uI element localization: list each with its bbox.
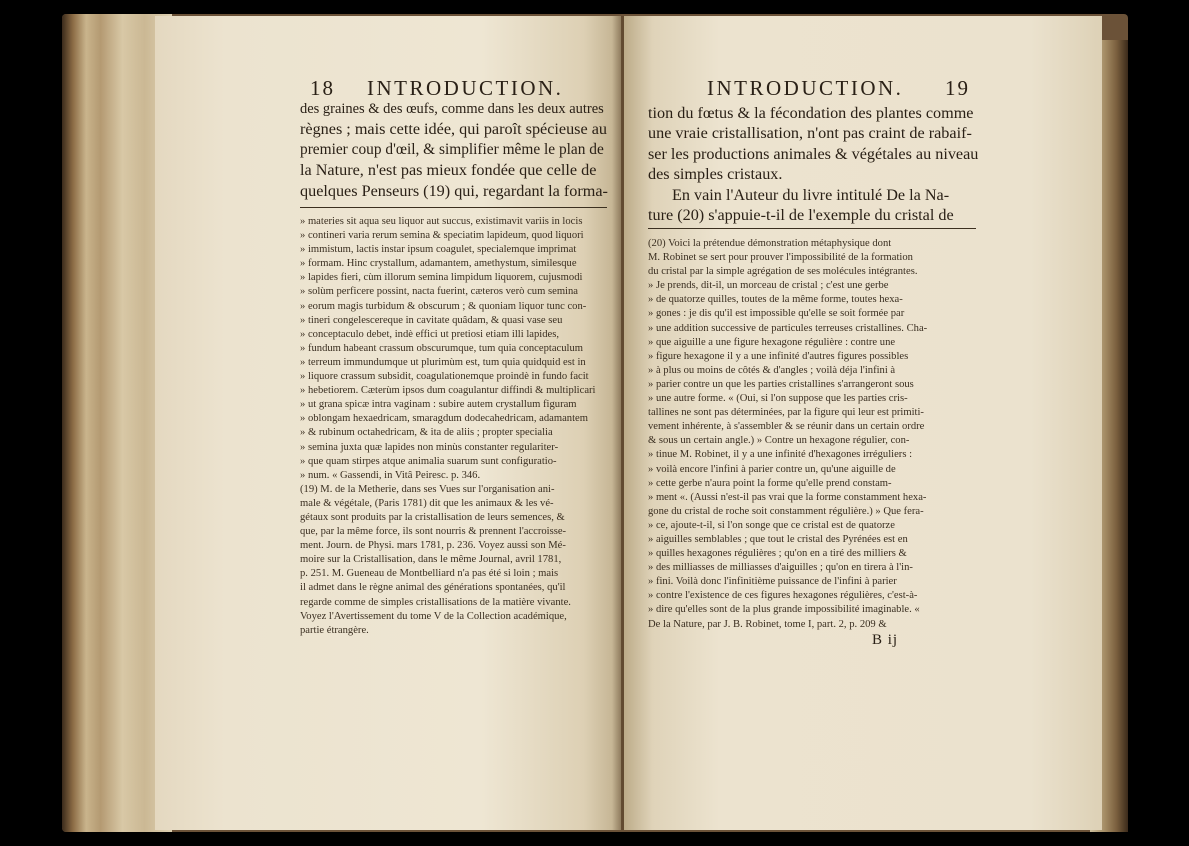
body-line: des graines & des œufs, comme dans les deux autres xyxy=(300,101,604,117)
footnote-line: » contre l'existence de ces figures hexagones régulières, c'est-à- xyxy=(648,590,918,602)
footnote-rule xyxy=(300,207,607,208)
footnote-line: » à plus ou moins de côtés & d'angles ; voilà déja l'infini à xyxy=(648,364,896,376)
left-footnotes xyxy=(300,215,610,638)
body-line: ture (20) s'appuie-t-il de l'exemple du cristal de xyxy=(648,205,954,224)
footnote-line: » terreum immundumque ut plurimùm est, tum quia quidquid est in xyxy=(300,356,586,368)
footnote-line: » immistum, lactis instar ipsum coagulet, specialemque imprimat xyxy=(300,244,577,256)
body-line: la Nature, n'est pas mieux fondée que celle de xyxy=(300,161,597,180)
footnote-line: » lapides fieri, cùm illorum semina limpidum liquorem, cujusmodi xyxy=(300,272,583,284)
right-body-text xyxy=(648,103,978,225)
footnote-line: » contineri varia rerum semina & speciatim lapideum, quod liquori xyxy=(300,230,584,242)
footnote-line: moire sur la Cristallisation, dans le même Journal, avril 1781, xyxy=(300,554,562,566)
footnote-line: De la Nature, par J. B. Robinet, tome I, part. 2, p. 209 & xyxy=(648,618,887,630)
footnote-line: » cette gerbe n'aura point la forme qu'elle prend constam- xyxy=(648,477,892,489)
footnote-line: » de quatorze quilles, toutes de la même forme, toutes hexa- xyxy=(648,294,903,306)
left-body-text xyxy=(300,99,610,201)
body-line: règnes ; mais cette idée, qui paroît spécieuse au xyxy=(300,120,607,139)
footnote-line: » solùm perficere possint, nacta fuerint, cæteros verò cum semina xyxy=(300,286,578,298)
footnote-line: Voyez l'Avertissement du tome V de la Collection académique, xyxy=(300,610,567,622)
body-line: ser les productions animales & végétales au niveau xyxy=(648,144,979,163)
footnote-line: » hebetiorem. Cæterùm ipsos dum coagulantur diffindi & multiplicari xyxy=(300,385,596,397)
footnote-line: » conceptaculo debet, indè effici ut pretiosi etiam illi lapides, xyxy=(300,328,559,340)
footnote-line: » tineri congelescereque in cavitate quâdam, & quasi vase seu xyxy=(300,314,563,326)
footnote-line: » aiguilles semblables ; que tout le cristal des Pyrénées est en xyxy=(648,533,908,545)
right-page xyxy=(624,16,1102,830)
footnote-line: gone du cristal de roche soit constamment régulière.) » Que fera- xyxy=(648,505,924,517)
right-header xyxy=(624,76,1102,106)
footnote-line: regarde comme de simples cristallisations de la matière vivante. xyxy=(300,596,571,608)
footnote-line: ment. Journ. de Physi. mars 1781, p. 236. Voyez aussi son Mé- xyxy=(300,540,566,552)
footnote-line: (19) M. de la Metherie, dans ses Vues sur l'organisation ani- xyxy=(300,483,555,495)
footnote-line: que, par la même force, ils sont nourris & prennent l'accroisse- xyxy=(300,526,567,538)
footnote-line: » tinue M. Robinet, il y a une infinité d'hexagones irréguliers : xyxy=(648,449,913,461)
footnote-line: p. 251. M. Gueneau de Montbelliard n'a pas été si loin ; mais xyxy=(300,568,559,580)
footnote-rule xyxy=(648,228,976,229)
footnote-line: » quilles hexagones régulières ; qu'on en a tiré des milliers & xyxy=(648,548,907,560)
footnote-line: » & rubinum octahedricam, & ita de aliis ; propter specialia xyxy=(300,427,553,439)
left-page-number: 18 xyxy=(310,76,335,100)
footnote-line: » des milliasses de milliasses d'aiguilles ; qu'on en tirera à l'in- xyxy=(648,562,913,574)
right-running-head: INTRODUCTION. xyxy=(707,76,904,100)
body-line: une vraie cristallisation, n'ont pas craint de rabaif- xyxy=(648,124,972,143)
body-line: tion du fœtus & la fécondation des plantes comme xyxy=(648,104,974,122)
right-page-number: 19 xyxy=(945,76,970,100)
body-line: quelques Penseurs (19) qui, regardant la forma- xyxy=(300,181,608,200)
footnote-line: il admet dans le règne animal des générations spontanées, qu'il xyxy=(300,582,566,594)
footnote-line: M. Robinet se sert pour prouver l'impossibilité de la formation xyxy=(648,252,913,264)
footnote-line: (20) Voici la prétendue démonstration métaphysique dont xyxy=(648,238,892,249)
body-line: des simples cristaux. xyxy=(648,165,783,184)
footnote-line: » formam. Hinc crystallum, adamantem, amethystum, similesque xyxy=(300,258,577,270)
footnote-line: » fini. Voilà donc l'infinitième puissance de l'infini à parier xyxy=(648,576,897,588)
footnote-line: » semina juxta quæ lapides non minùs constanter regulariter- xyxy=(300,441,559,453)
footnote-line: » fundum habeant crassum obscurumque, tum quia conceptaculum xyxy=(300,342,584,354)
footnote-line: vement inhérente, à s'assembler & se réunir dans un certain ordre xyxy=(648,421,925,433)
footnote-line: » ce, ajoute-t-il, si l'on songe que ce cristal est de quatorze xyxy=(648,519,895,531)
right-footnotes xyxy=(648,237,978,632)
footnote-line: » liquore crassum subsidit, coagulationemque proindè in fundo facit xyxy=(300,371,589,383)
footnote-line: du cristal par la simple agrégation de ses molécules intégrantes. xyxy=(648,266,918,278)
footnote-line: & sous un certain angle.) » Contre un hexagone régulier, con- xyxy=(648,435,910,447)
left-running-head: INTRODUCTION. xyxy=(367,76,564,100)
footnote-line: » une addition successive de particules terreuses cristallines. Cha- xyxy=(648,322,928,334)
footnote-line: » que aiguille a une figure hexagone régulière : contre une xyxy=(648,336,896,348)
body-line: En vain l'Auteur du livre intitulé De la Na- xyxy=(672,185,950,204)
footnote-line: » parier contre un que les parties cristallines s'arrangeront sous xyxy=(648,378,914,390)
footnote-line: » oblongam hexaedricam, smaragdum dodecahedricam, adamantem xyxy=(300,413,588,425)
footnote-line: » num. « Gassendi, in Vitâ Peiresc. p. 346. xyxy=(300,469,481,481)
footnote-line: » que quam stirpes atque animalia suarum sunt configuratio- xyxy=(300,455,557,467)
footnote-line: » eorum magis turbidum & obscurum ; & quoniam liquor tunc con- xyxy=(300,300,587,312)
footnote-line: » gones : je dis qu'il est impossible qu'elle se soit formée par xyxy=(648,308,905,320)
footnote-line: » ment «. (Aussi n'est-il pas vrai que la forme constamment hexa- xyxy=(648,491,927,503)
footnote-line: » materies sit aqua seu liquor aut succus, existimavit variis in locis xyxy=(300,216,583,227)
signature-mark: B ij xyxy=(872,632,899,648)
footnote-line: tallines ne sont pas déterminées, par la figure qui leur est primiti- xyxy=(648,407,924,419)
left-page xyxy=(155,16,621,830)
footnote-line: partie étrangère. xyxy=(300,624,369,636)
footnote-line: » Je prends, dit-il, un morceau de cristal ; c'est une gerbe xyxy=(648,280,889,292)
footnote-line: » figure hexagone il y a une infinité d'autres figures possibles xyxy=(648,350,909,362)
footnote-line: » une autre forme. « (Oui, si l'on suppose que les parties cris- xyxy=(648,393,908,405)
footnote-line: male & végétale, (Paris 1781) dit que les animaux & les vé- xyxy=(300,497,554,509)
footnote-line: » ut grana spicæ intra vaginam : subire autem crystallum figuram xyxy=(300,399,577,411)
body-line: premier coup d'œil, & simplifier même le plan de xyxy=(300,140,604,158)
footnote-line: gétaux sont produits par la cristallisation de leurs semences, & xyxy=(300,511,565,523)
footnote-line: » dire qu'elles sont de la plus grande impossibilité imaginable. « xyxy=(648,604,920,616)
footnote-line: » voilà encore l'infini à parier contre un, qu'une aiguille de xyxy=(648,463,896,475)
